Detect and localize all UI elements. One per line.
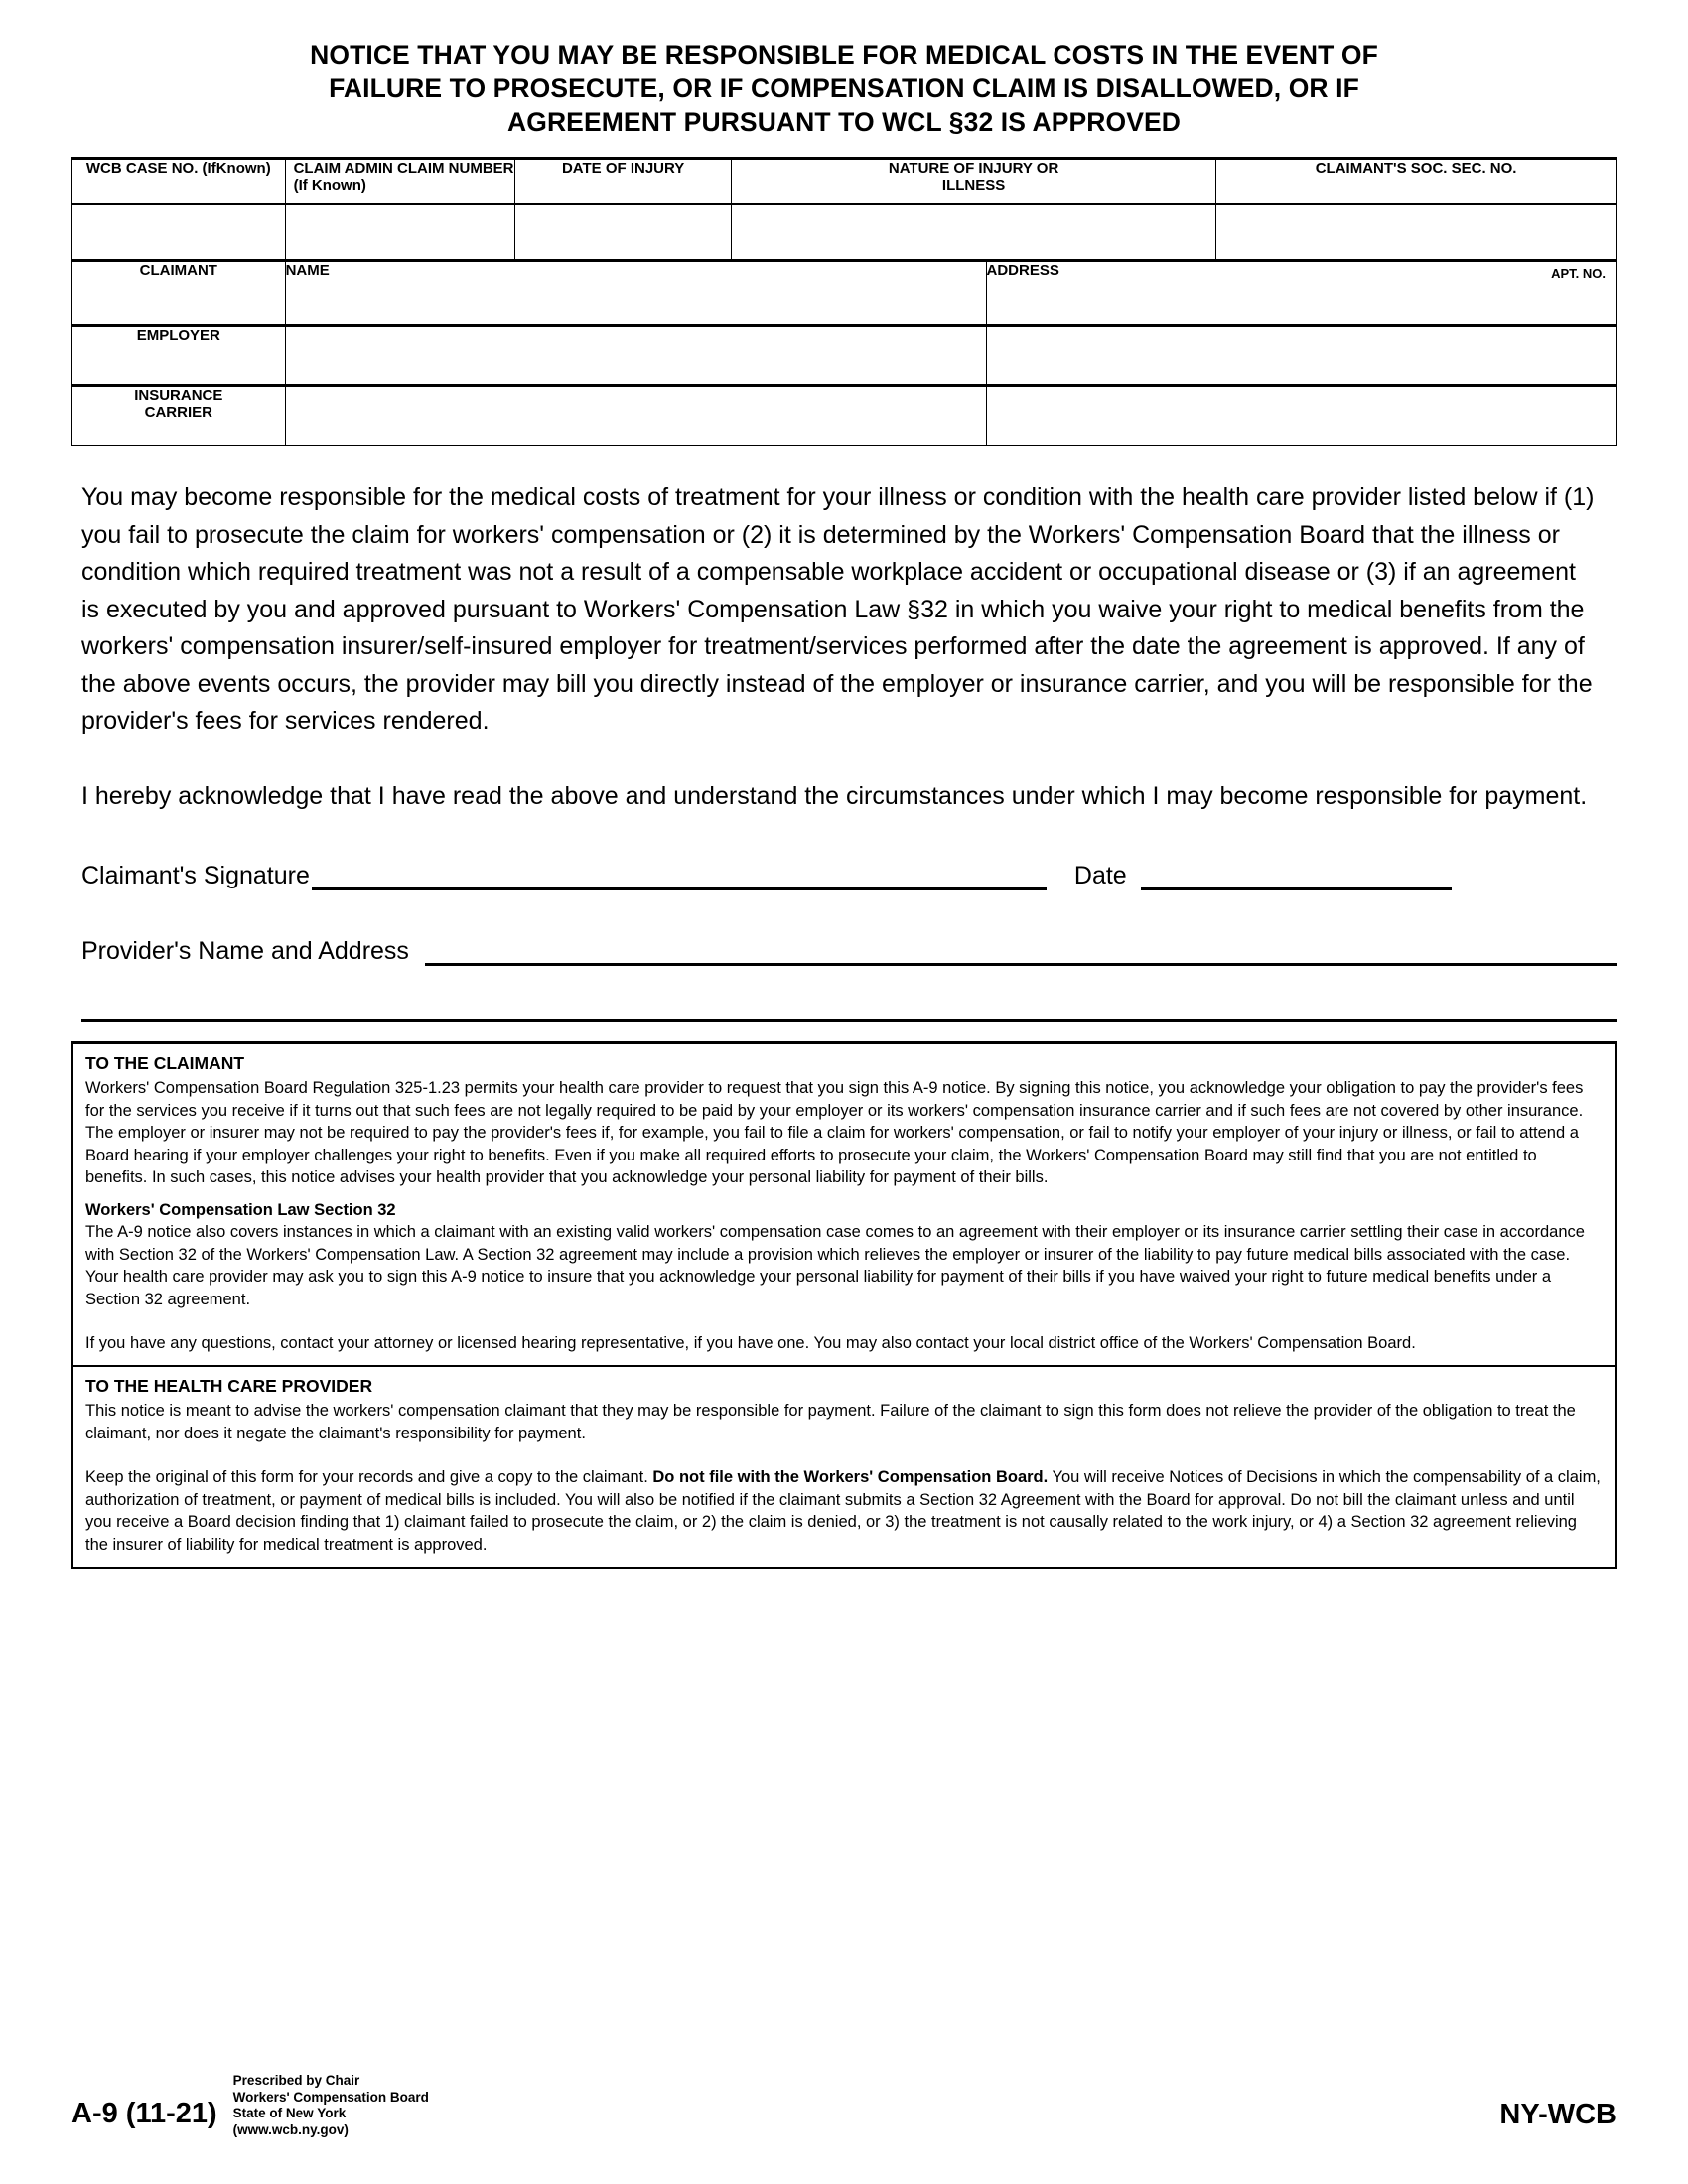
case-info-table — [71, 157, 1617, 446]
insurance-name-cell[interactable] — [285, 386, 986, 446]
case-info-value-row — [72, 205, 1617, 261]
form-code: A-9 (11-21) — [71, 2098, 217, 2129]
notice-paragraph: You may become responsible for the medical costs of treatment for your illness or condition with the health care provider listed below if (1) you fail to prosecute the claim for workers' compensation or (2) it is determined by the Workers' Compensation Board that the illness or condition which required treatment was not a result of a compensable workplace accident or occupational disease or (3) if an agreement is executed by you and approved pursuant to Workers' Compensation Law §32 in which you waive your right to medical benefits from the workers' compensation insurer/self-insured employer for treatment/services performed after the date the agreement is approved. If any of the above events occurs, the provider may bill you directly instead of the employer or insurance carrier, and you will be responsible for the provider's fees for services rendered. — [81, 483, 1595, 735]
provider-row — [81, 936, 1617, 966]
to-the-claimant-heading: TO THE CLAIMANT — [85, 1053, 245, 1073]
name-label: NAME — [285, 262, 330, 279]
notes-section-provider — [73, 1365, 1615, 1567]
footer — [71, 2073, 1617, 2138]
header-nature-line1: NATURE OF INJURY OR — [888, 160, 1059, 177]
case-info-header-row — [72, 159, 1617, 205]
prescribed-line-1: Prescribed by Chair — [232, 2073, 360, 2088]
row-label-claimant: CLAIMANT — [72, 261, 286, 326]
employer-name-cell[interactable] — [285, 326, 986, 386]
signature-row — [81, 861, 1617, 890]
apt-no-label: APT. NO. — [1551, 266, 1606, 281]
title-line-2: FAILURE TO PROSECUTE, OR IF COMPENSATION CLAIM IS DISALLOWED, OR IF — [329, 73, 1359, 103]
date-label: Date — [1073, 862, 1127, 889]
value-date-of-injury[interactable] — [515, 205, 732, 261]
acknowledgement-paragraph: I hereby acknowledge that I have read the above and understand the circumstances under which I may become responsible for payment. — [81, 781, 1588, 810]
agency-label: NY-WCB — [1499, 2099, 1617, 2130]
notes-section-claimant — [73, 1044, 1615, 1365]
value-wcb-case-no[interactable] — [72, 205, 286, 261]
header-wcb-case-no: WCB CASE NO. (IfKnown) — [72, 159, 286, 205]
header-claim-admin-line2: (If Known) — [293, 177, 366, 194]
provider-address-second-line[interactable] — [81, 1018, 1617, 1022]
header-nature-of-injury — [731, 159, 1215, 205]
value-soc-sec-no[interactable] — [1216, 205, 1617, 261]
claimant-note-paragraph: Workers' Compensation Board Regulation 325-1.23 permits your health care provider to request that you sign this A-9 notice. By signing this notice, you acknowledge your obligation to pay the provider's fees for the services you receive if it turns out that such fees are not legally required to be paid by your employer or its workers' compensation insurance carrier and if such fees are not covered by other insurance. The employer or insurer may not be required to pay the provider's fees if, for example, you fail to file a claim for workers' compensation, or fail to notify your employer of your injury or illness, or fail to attend a Board hearing if your employer challenges your right to benefits. Even if you make all required efforts to prosecute your claim, the Workers' Compensation Board may still find that you are not entitled to benefits. In such cases, this notice advises your health provider that you acknowledge your personal liability for payment of their bills. — [85, 1079, 1584, 1187]
provider-note-paragraph-2 — [85, 1466, 1603, 1556]
notes-box — [71, 1041, 1617, 1569]
insurance-address-cell[interactable] — [986, 386, 1616, 446]
insurance-label-line1: INSURANCE — [134, 387, 223, 404]
claimant-address-cell[interactable] — [986, 261, 1616, 326]
body-area — [0, 479, 1688, 966]
prescribed-line-3: State of New York — [232, 2106, 347, 2120]
claimant-signature-input[interactable] — [312, 862, 1047, 890]
prescribed-line-2: Workers' Compensation Board — [232, 2089, 429, 2105]
questions-paragraph: If you have any questions, contact your attorney or licensed hearing representative, if you have one. You may also contact your local district office of the Workers' Compensation Board. — [85, 1334, 1416, 1353]
address-label: ADDRESS — [986, 262, 1059, 279]
provider-note-part-a: Keep the original of this form for your records and give a copy to the claimant. — [85, 1468, 653, 1487]
employer-address-cell[interactable] — [986, 326, 1616, 386]
claimant-signature-label: Claimant's Signature — [81, 862, 310, 889]
prescribed-by-block — [233, 2073, 429, 2138]
title-line-1: NOTICE THAT YOU MAY BE RESPONSIBLE FOR MEDICAL COSTS IN THE EVENT OF — [310, 40, 1378, 69]
header-soc-sec-no: CLAIMANT'S SOC. SEC. NO. — [1216, 159, 1617, 205]
provider-name-address-label: Provider's Name and Address — [81, 937, 409, 965]
row-label-insurance-carrier — [72, 386, 286, 446]
to-the-health-care-provider-heading: TO THE HEALTH CARE PROVIDER — [85, 1375, 373, 1396]
insurance-label-line2: CARRIER — [144, 404, 212, 421]
provider-note-paragraph-1: This notice is meant to advise the workers' compensation claimant that they may be responsible for payment. Failure of the claimant to sign this form does not relieve the provider of the obligation to treat the claimant, nor does it negate the claimant's responsibility for payment. — [85, 1401, 1576, 1442]
table-row-insurance-carrier — [72, 386, 1617, 446]
table-row-employer — [72, 326, 1617, 386]
claimant-name-cell[interactable] — [285, 261, 986, 326]
value-nature-of-injury[interactable] — [731, 205, 1215, 261]
page-title — [0, 0, 1688, 139]
table-row-claimant — [72, 261, 1617, 326]
header-claim-admin-line1: CLAIM ADMIN CLAIM NUMBER — [293, 160, 514, 177]
header-date-of-injury: DATE OF INJURY — [515, 159, 732, 205]
do-not-file-emphasis: Do not file with the Workers' Compensation Board. — [652, 1468, 1049, 1487]
date-input[interactable] — [1141, 862, 1452, 890]
row-label-employer: EMPLOYER — [72, 326, 286, 386]
provider-name-address-input[interactable] — [425, 937, 1617, 966]
provider-note-part-b: You will receive Notices of Decisions in which the compensability of a claim, authorization of treatment, or payment of medical bills is included. You will also be notified if the claimant submits a Section 32 Agreement with the Board for approval. Do not bill the claimant unless and until you receive a Board decision finding that 1) claimant failed to prosecute the claim, or 2) the claim is denied, or 3) the treatment is not causally related to the work injury, or 4) a Section 32 agreement relieving the insurer of liability for medical treatment is approved. — [85, 1468, 1601, 1554]
header-nature-line2: ILLNESS — [941, 177, 1006, 194]
header-claim-admin-number — [285, 159, 515, 205]
wcb-website-url: (www.wcb.ny.gov) — [232, 2121, 349, 2137]
title-line-3: AGREEMENT PURSUANT TO WCL §32 IS APPROVED — [507, 107, 1181, 137]
section-32-paragraph: The A-9 notice also covers instances in which a claimant with an existing valid workers' compensation case comes to an agreement with their employer or its insurance carrier settling their case in accordance with Section 32 of the Workers' Compensation Law. A Section 32 agreement may include a provision which relieves the employer or insurer of the liability to pay future medical bills associated with the case. Your health care provider may ask you to sign this A-9 notice to insure that you acknowledge your personal liability for payment of their bills if you have waived your right to future medical benefits under a Section 32 agreement. — [85, 1222, 1585, 1308]
section-32-heading: Workers' Compensation Law Section 32 — [85, 1200, 396, 1219]
value-claim-admin-number[interactable] — [285, 205, 515, 261]
